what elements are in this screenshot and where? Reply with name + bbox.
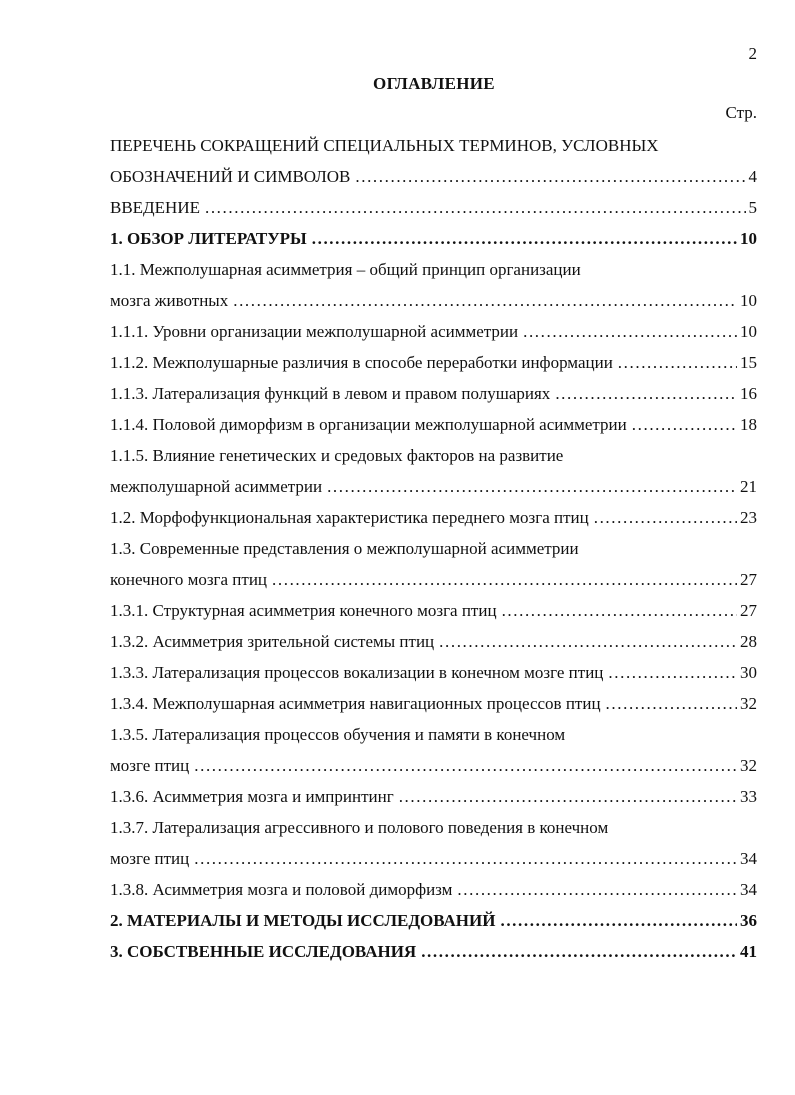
toc-entry-row [110,192,757,223]
toc-entry-title: межполушарной асимметрии [110,477,323,496]
toc-entry-row [110,378,757,409]
toc-entry[interactable] [110,812,757,874]
toc-entry[interactable] [110,192,757,223]
toc-entry[interactable] [110,688,757,719]
toc-entry[interactable] [110,781,757,812]
toc-entry-row [110,657,757,688]
dot-leader [355,161,745,192]
toc-entry-page: 34 [740,880,757,899]
toc-entry[interactable] [110,378,757,409]
toc-entry-row [110,843,757,874]
toc-entry-title: 1.1.2. Межполушарные различия в способе переработки информации [110,353,613,372]
dot-leader [523,316,737,347]
toc-entry[interactable] [110,595,757,626]
toc-entry-page: 5 [748,198,757,217]
toc-entry-row [110,626,757,657]
dot-leader [594,502,737,533]
toc-entry-row [110,595,757,626]
toc-entry-title: 3. СОБСТВЕННЫЕ ИССЛЕДОВАНИЯ [110,942,417,961]
toc-entry-title: 1.3.2. Асимметрия зрительной системы птиц [110,632,435,651]
toc-entry-page: 16 [740,384,757,403]
toc-entry[interactable] [110,533,757,595]
toc-entry-page: 28 [740,632,757,651]
toc-entry-title: конечного мозга птиц [110,570,268,589]
toc-entry-page: 27 [740,570,757,589]
toc-entry[interactable] [110,440,757,502]
toc-entry-page: 18 [740,415,757,434]
toc-entry-row [110,936,757,967]
toc-entry-title: 1.3.6. Асимметрия мозга и импринтинг [110,787,394,806]
toc-entry-row [110,471,757,502]
toc-entry-row [110,502,757,533]
toc-entry[interactable] [110,936,757,967]
page-title: ОГЛАВЛЕНИЕ [373,74,495,93]
page-column-label: Стр. [725,103,757,122]
toc-entry-title: 1.1.1. Уровни организации межполушарной асимметрии [110,322,519,341]
toc-entry-row [110,564,757,595]
dot-leader [555,378,737,409]
toc-entry-title: 1.3.1. Структурная асимметрия конечного мозга птиц [110,601,497,620]
dot-leader [502,595,737,626]
toc-entry-line: 1.3. Современные представления о межполушарной асимметрии [110,539,579,558]
dot-leader [312,223,737,254]
toc-entry-page: 27 [740,601,757,620]
toc-entry-line: 1.1.5. Влияние генетических и средовых факторов на развитие [110,446,564,465]
page-number: 2 [748,44,757,63]
toc-entry-title: 1.3.4. Межполушарная асимметрия навигационных процессов птиц [110,694,601,713]
dot-leader [399,781,737,812]
toc-entry-row [110,688,757,719]
toc-entry-title: мозге птиц [110,849,190,868]
toc-entry-page: 41 [740,942,757,961]
toc-entry-page: 32 [740,694,757,713]
toc-entry[interactable] [110,502,757,533]
toc-entry-title: ОБОЗНАЧЕНИЙ И СИМВОЛОВ [110,167,351,186]
toc-entry-title: ВВЕДЕНИЕ [110,198,200,217]
toc-entry-row [110,285,757,316]
toc-entry-line: ПЕРЕЧЕНЬ СОКРАЩЕНИЙ СПЕЦИАЛЬНЫХ ТЕРМИНОВ, УСЛОВНЫХ [110,136,659,155]
dot-leader [421,936,737,967]
toc-entry-row [110,347,757,378]
table-of-contents [110,130,757,967]
dot-leader [632,409,737,440]
toc-entry[interactable] [110,316,757,347]
toc-entry-page: 10 [740,322,757,341]
dot-leader [606,688,737,719]
toc-entry-row [110,409,757,440]
toc-entry-page: 10 [740,229,757,248]
toc-entry-page: 34 [740,849,757,868]
toc-entry-page: 23 [740,508,757,527]
toc-entry-row [110,223,757,254]
toc-entry-row [110,905,757,936]
toc-entry-page: 30 [740,663,757,682]
dot-leader [439,626,737,657]
dot-leader [608,657,737,688]
toc-entry-title: 1. ОБЗОР ЛИТЕРАТУРЫ [110,229,307,248]
toc-entry[interactable] [110,347,757,378]
dot-leader [500,905,737,936]
dot-leader [618,347,737,378]
toc-entry-row [110,874,757,905]
toc-entry-page: 15 [740,353,757,372]
toc-entry[interactable] [110,874,757,905]
toc-entry[interactable] [110,657,757,688]
toc-entry-title: мозге птиц [110,756,190,775]
dot-leader [194,843,737,874]
toc-entry-page: 36 [740,911,757,930]
dot-leader [327,471,737,502]
toc-entry[interactable] [110,409,757,440]
toc-entry[interactable] [110,130,757,192]
toc-entry-title: 1.3.8. Асимметрия мозга и половой диморфизм [110,880,453,899]
dot-leader [457,874,737,905]
toc-entry[interactable] [110,626,757,657]
toc-entry-row [110,750,757,781]
toc-entry-title: 1.3.3. Латерализация процессов вокализации в конечном мозге птиц [110,663,604,682]
toc-entry-title: 1.1.3. Латерализация функций в левом и правом полушариях [110,384,551,403]
dot-leader [233,285,737,316]
toc-entry-line: 1.1. Межполушарная асимметрия – общий принцип организации [110,260,581,279]
toc-entry-title: 1.2. Морфофункциональная характеристика переднего мозга птиц [110,508,589,527]
toc-entry-title: мозга животных [110,291,229,310]
dot-leader [272,564,737,595]
toc-entry[interactable] [110,254,757,316]
toc-entry[interactable] [110,905,757,936]
toc-entry-line: 1.3.5. Латерализация процессов обучения и памяти в конечном [110,725,566,744]
toc-entry[interactable] [110,223,757,254]
dot-leader [194,750,737,781]
toc-entry-row [110,161,757,192]
toc-entry-line: 1.3.7. Латерализация агрессивного и полового поведения в конечном [110,818,609,837]
toc-entry-row [110,316,757,347]
toc-entry-page: 10 [740,291,757,310]
toc-entry-page: 33 [740,787,757,806]
toc-entry[interactable] [110,719,757,781]
toc-entry-page: 21 [740,477,757,496]
toc-entry-page: 32 [740,756,757,775]
toc-entry-title: 2. МАТЕРИАЛЫ И МЕТОДЫ ИССЛЕДОВАНИЙ [110,911,496,930]
toc-entry-row [110,781,757,812]
toc-entry-page: 4 [748,167,757,186]
dot-leader [205,192,746,223]
toc-entry-title: 1.1.4. Половой диморфизм в организации межполушарной асимметрии [110,415,627,434]
